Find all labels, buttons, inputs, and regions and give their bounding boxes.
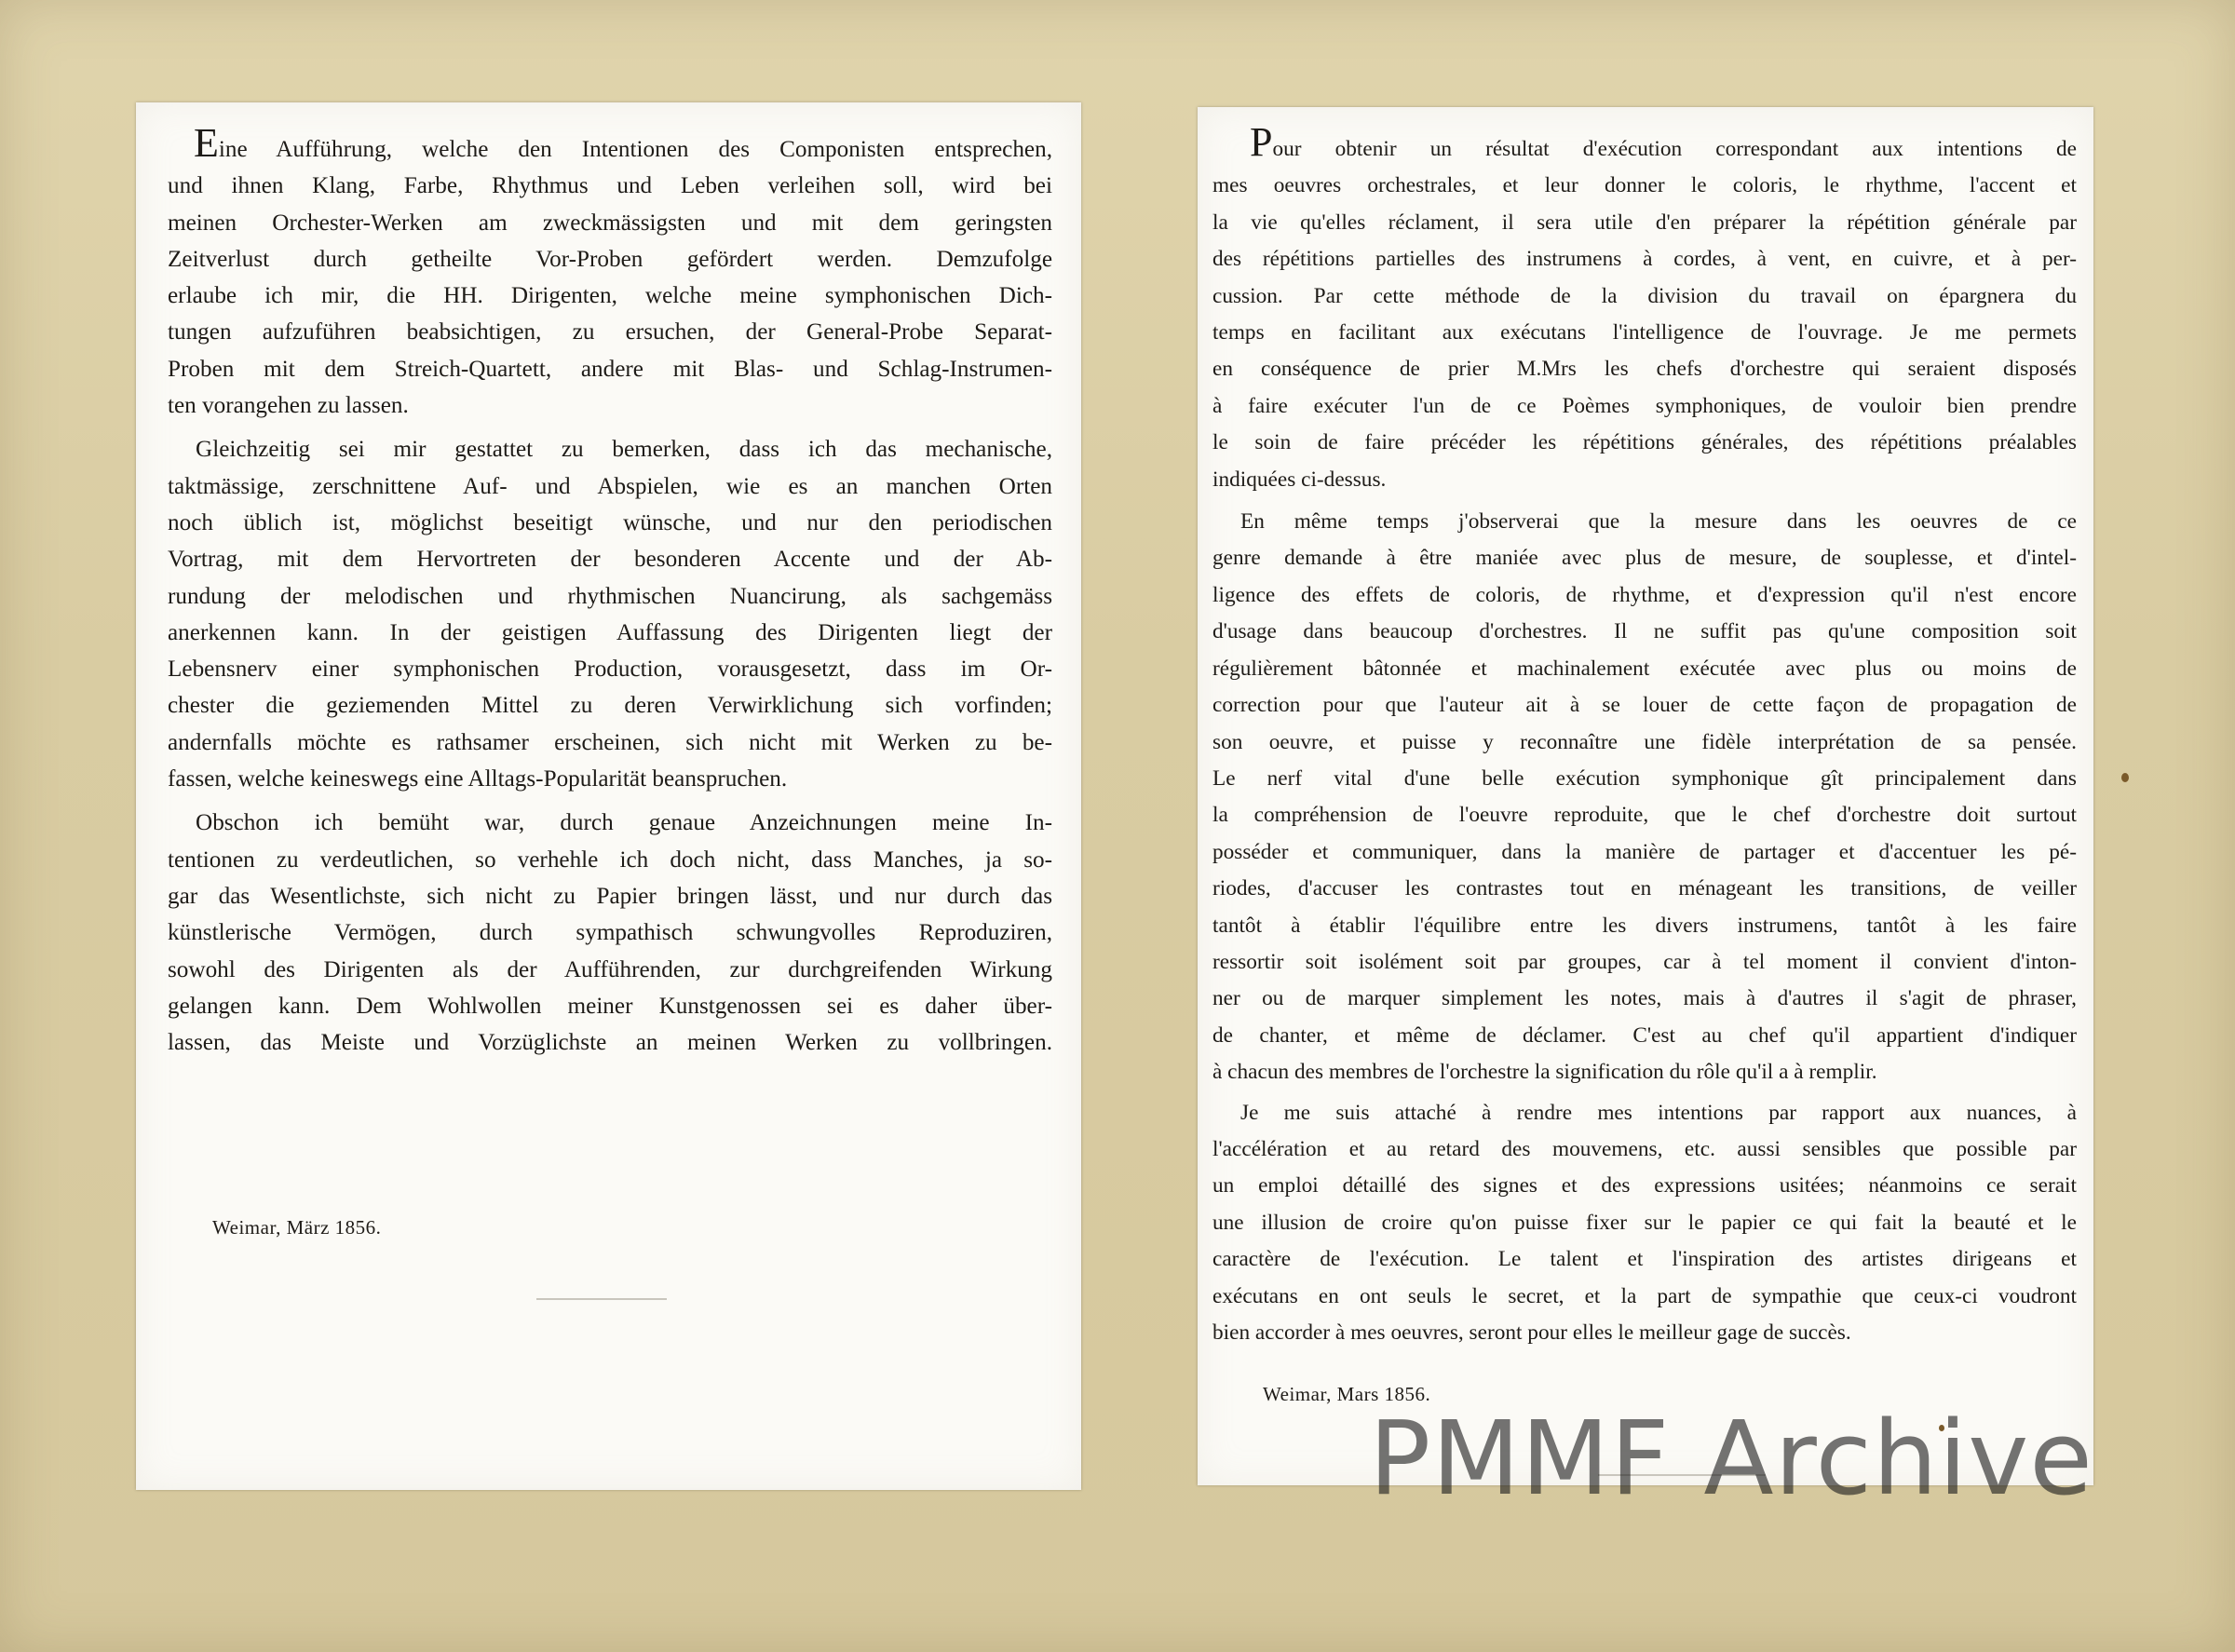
french-line: Je me suis attaché à rendre mes intentions par rapport aux nuances, à xyxy=(1240,1100,2077,1125)
german-line: Eine Aufführung, welche den Intentionen des Componisten entsprechen, xyxy=(194,120,1052,166)
french-line: de chanter, et même de déclamer. C'est au chef qu'il appartient d'indiquer xyxy=(1212,1022,2077,1048)
german-dropcap: E xyxy=(194,120,219,166)
french-line: En même temps j'observerai que la mesure dans les oeuvres de ce xyxy=(1240,509,2077,535)
german-line: ten vorangehen zu lassen. xyxy=(168,393,409,419)
german-line: künstlerische Vermögen, durch sympathisch schwungvolles Reproduziren, xyxy=(168,920,1052,946)
german-line: meinen Orchester-Werken am zweckmässigsten und mit dem geringsten xyxy=(168,210,1052,236)
french-line: un emploi détaillé des signes et des expressions usitées; néanmoins ce serait xyxy=(1212,1173,2077,1198)
french-line: genre demande à être maniée avec plus de mesure, de souplesse, et d'intel- xyxy=(1212,546,2077,571)
german-line: Lebensnerv einer symphonischen Production, vorausgesetzt, dass im Or- xyxy=(168,657,1052,683)
french-line: mes oeuvres orchestrales, et leur donner le coloris, le rhythme, l'accent et xyxy=(1212,173,2077,198)
french-line: ressortir soit isolément soit par groupes, car à tel moment il convient d'inton- xyxy=(1212,949,2077,974)
german-line: tentionen zu verdeutlichen, so verhehle ich doch nicht, dass Manches, ja so- xyxy=(168,846,1052,873)
german-page xyxy=(136,102,1081,1490)
french-line: correction pour que l'auteur ait à se louer de cette façon de propagation de xyxy=(1212,693,2077,718)
french-line: riodes, d'accuser les contrastes tout en ménageant les transitions, de veiller xyxy=(1212,876,2077,901)
french-line: ner ou de marquer simplement les notes, mais à d'autres il s'agit de phraser, xyxy=(1212,986,2077,1011)
board-speck xyxy=(2121,773,2129,782)
french-line: exécutans en ont seuls le secret, et la part de sympathie que ceux-ci voudront xyxy=(1212,1283,2077,1308)
french-text xyxy=(1212,119,2077,1351)
french-line: Le nerf vital d'une belle exécution symphonique gît principalement dans xyxy=(1212,765,2077,791)
german-line: anerkennen kann. In der geistigen Auffassung des Dirigenten liegt der xyxy=(168,619,1052,645)
french-line: bien accorder à mes oeuvres, seront pour elles le meilleur gage de succès. xyxy=(1212,1320,1851,1345)
french-line: en conséquence de prier M.Mrs les chefs d'orchestre qui seraient disposés xyxy=(1212,357,2077,382)
french-line: indiquées ci-dessus. xyxy=(1212,467,1387,492)
french-line: à chacun des membres de l'orchestre la signification du rôle qu'il a à remplir. xyxy=(1212,1060,1877,1085)
german-line: lassen, das Meiste und Vorzüglichste an meinen Werken zu vollbringen. xyxy=(168,1030,1052,1056)
german-line: gar das Wesentlichste, sich nicht zu Papier bringen lässt, und nur durch das xyxy=(168,883,1052,909)
french-line: d'usage dans beaucoup d'orchestres. Il ne suffit pas qu'une composition soit xyxy=(1212,619,2077,644)
french-line: des répétitions partielles des instrumens à cordes, à vent, en cuivre, et à per- xyxy=(1212,247,2077,272)
french-line: son oeuvre, et puisse y reconnaître une fidèle interprétation de sa pensée. xyxy=(1212,729,2077,754)
german-date: Weimar, März 1856. xyxy=(212,1216,382,1239)
german-text xyxy=(168,120,1052,1061)
french-line: tantôt à établir l'équilibre entre les divers instrumens, tantôt à les faire xyxy=(1212,913,2077,938)
german-line: chester die geziemenden Mittel zu deren Verwirklichung sich vorfinden; xyxy=(168,693,1052,719)
german-line: rundung der melodischen und rhythmischen Nuancirung, als sachgemäss xyxy=(168,583,1052,609)
german-line: fassen, welche keineswegs eine Alltags-Popularität beanspruchen. xyxy=(168,766,788,792)
french-line: temps en facilitant aux exécutans l'intelligence de l'ouvrage. Je me permets xyxy=(1212,320,2077,345)
archive-watermark: PMMF Archive xyxy=(1369,1399,2093,1518)
french-line: l'accélération et au retard des mouvemens, etc. aussi sensibles que possible par xyxy=(1212,1136,2077,1161)
german-line: taktmässige, zerschnittene Auf- und Abspielen, wie es an manchen Orten xyxy=(168,473,1052,499)
french-line: cussion. Par cette méthode de la division du travail on épargnera du xyxy=(1212,283,2077,308)
french-dropcap: P xyxy=(1250,119,1273,165)
french-page xyxy=(1198,107,2093,1485)
german-line: gelangen kann. Dem Wohlwollen meiner Kunstgenossen sei es daher über- xyxy=(168,993,1052,1019)
french-line: le soin de faire précéder les répétitions générales, des répétitions préalables xyxy=(1212,430,2077,455)
german-line: Zeitverlust durch getheilte Vor-Proben gefördert werden. Demzufolge xyxy=(168,246,1052,272)
german-line: und ihnen Klang, Farbe, Rhythmus und Leben verleihen soll, wird bei xyxy=(168,173,1052,199)
french-line: la vie qu'elles réclament, il sera utile d'en préparer la répétition générale par xyxy=(1212,210,2077,235)
german-line: Obschon ich bemüht war, durch genaue Anzeichnungen meine In- xyxy=(196,810,1052,836)
french-line: posséder et communiquer, dans la manière de partager et d'accentuer les pé- xyxy=(1212,839,2077,864)
german-line: erlaube ich mir, die HH. Dirigenten, welche meine symphonischen Dich- xyxy=(168,283,1052,309)
french-line: la compréhension de l'oeuvre reproduite, que le chef d'orchestre doit surtout xyxy=(1212,803,2077,828)
french-date: Weimar, Mars 1856. xyxy=(1263,1383,1431,1405)
german-line: Vortrag, mit dem Hervortreten der besonderen Accente und der Ab- xyxy=(168,547,1052,573)
french-line: Pour obtenir un résultat d'exécution correspondant aux intentions de xyxy=(1250,119,2077,165)
french-line: ligence des effets de coloris, de rhythme, et d'expression qu'il n'est encore xyxy=(1212,582,2077,607)
french-line: caractère de l'exécution. Le talent et l'inspiration des artistes dirigeans et xyxy=(1212,1247,2077,1272)
german-line: sowohl des Dirigenten als der Aufführenden, zur durchgreifenden Wirkung xyxy=(168,956,1052,982)
french-line: une illusion de croire qu'on puisse fixer sur le papier ce qui fait la beauté et le xyxy=(1212,1210,2077,1235)
german-line: Gleichzeitig sei mir gestattet zu bemerken, dass ich das mechanische, xyxy=(196,437,1052,463)
german-line: tungen aufzuführen beabsichtigen, zu ersuchen, der General-Probe Separat- xyxy=(168,319,1052,345)
german-divider xyxy=(536,1298,667,1300)
german-line: Proben mit dem Streich-Quartett, andere mit Blas- und Schlag-Instrumen- xyxy=(168,356,1052,382)
german-line: noch üblich ist, möglichst beseitigt wünsche, und nur den periodischen xyxy=(168,509,1052,535)
german-line: andernfalls möchte es rathsamer erscheinen, sich nicht mit Werken zu be- xyxy=(168,729,1052,755)
french-line: à faire exécuter l'un de ce Poèmes symphoniques, de vouloir bien prendre xyxy=(1212,393,2077,418)
french-line: régulièrement bâtonnée et machinalement exécutée avec plus ou moins de xyxy=(1212,656,2077,681)
